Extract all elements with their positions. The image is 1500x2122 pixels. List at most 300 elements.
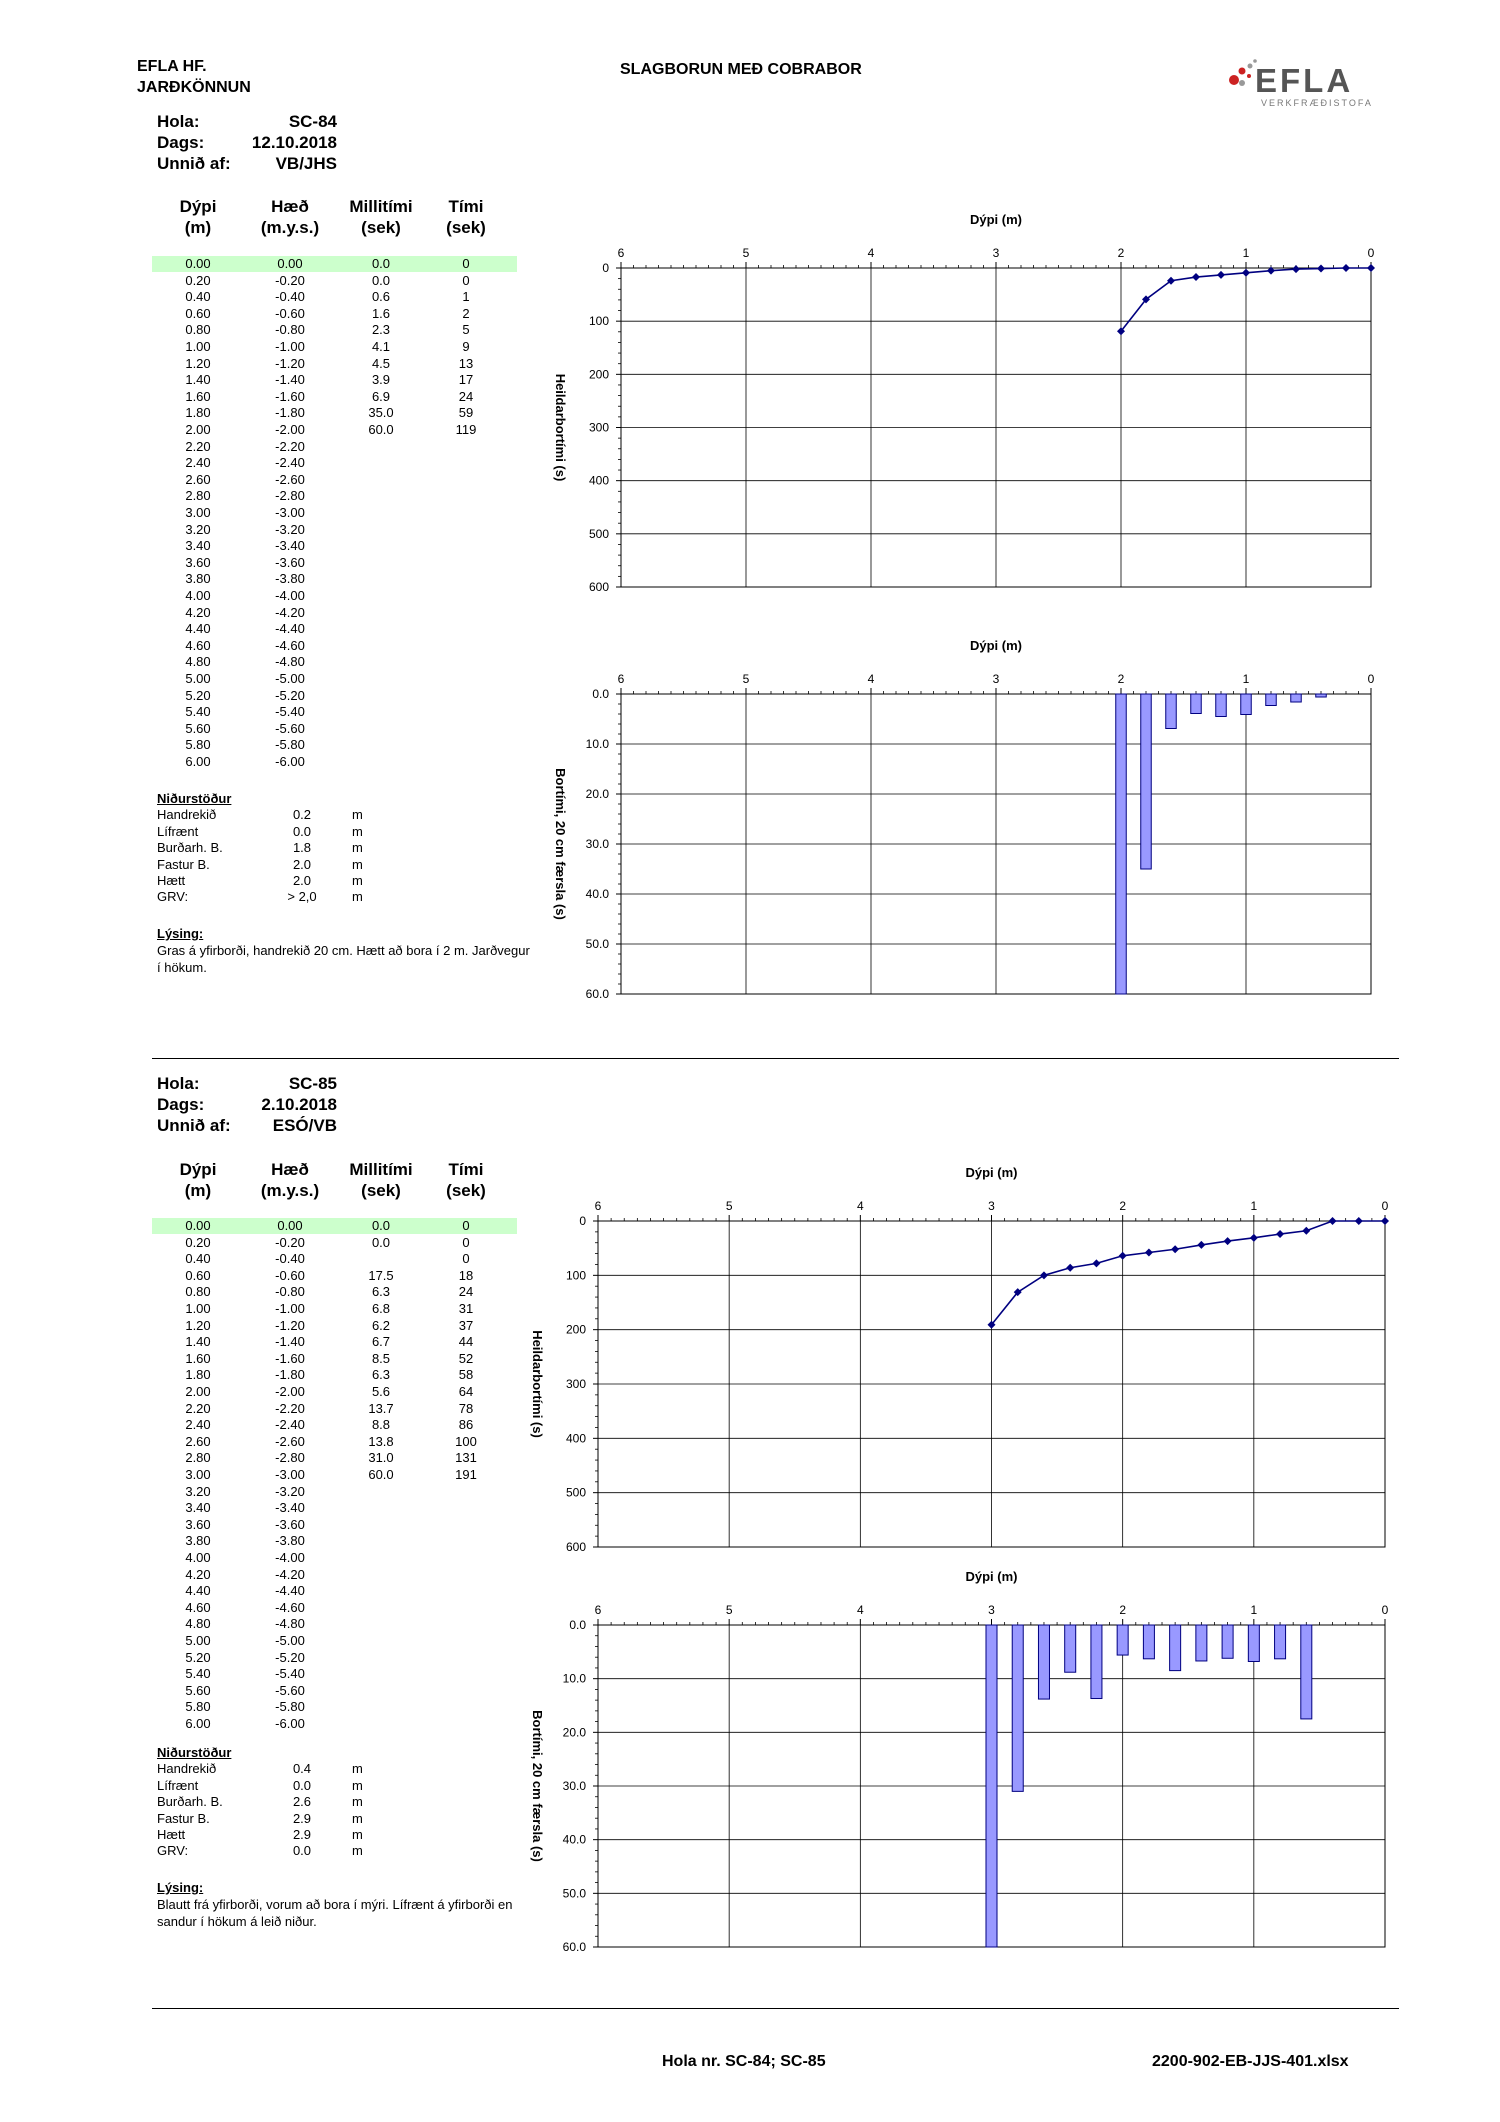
height-cell: -4.00 <box>275 1550 305 1565</box>
data-point <box>1355 1217 1363 1225</box>
depth-cell: 1.40 <box>185 372 211 388</box>
bar <box>1166 694 1177 729</box>
total-time-chart-1 <box>520 200 1400 600</box>
height-cell: -5.80 <box>275 737 305 753</box>
height-cell: -3.60 <box>275 1516 305 1532</box>
y-tick-label: 400 <box>588 473 609 488</box>
time-cell: 37 <box>458 1317 474 1333</box>
height-cell: -2.20 <box>275 1400 305 1416</box>
result-unit: m <box>352 872 363 888</box>
time-cell: 86 <box>458 1417 474 1433</box>
result-name: Lífrænt <box>157 823 199 839</box>
results-1 <box>157 791 397 906</box>
time-cell: 0 <box>462 1218 470 1233</box>
time-cell: 52 <box>458 1350 474 1366</box>
result-unit: m <box>352 807 363 823</box>
date-value: 12.10.2018 <box>251 133 337 152</box>
bar <box>1038 1625 1049 1699</box>
y-tick-label: 400 <box>565 1431 586 1446</box>
result-row <box>157 1794 397 1810</box>
height-cell: -0.20 <box>275 1234 305 1250</box>
x-tick-label: 1 <box>1242 672 1250 686</box>
time-cell: 100 <box>455 1433 477 1449</box>
height-cell: -1.20 <box>275 1317 305 1333</box>
company-header <box>137 56 251 98</box>
result-unit: m <box>352 1761 363 1777</box>
x-tick-label: 1 <box>1250 1199 1258 1213</box>
y-tick-label: 30.0 <box>585 837 609 851</box>
interval-cell: 8.8 <box>371 1417 391 1433</box>
depth-cell: 3.60 <box>185 554 211 570</box>
result-row <box>157 1811 397 1827</box>
footer-file: 2200-902-EB-JJS-401.xlsx <box>1152 2053 1349 2070</box>
height-cell: -2.80 <box>275 1450 305 1466</box>
height-cell: -6.00 <box>275 754 305 769</box>
y-axis-title: Bortími, 20 cm færsla (s) <box>530 1710 545 1862</box>
height-cell: -1.00 <box>275 1301 305 1316</box>
y-tick-label: 100 <box>565 1268 586 1283</box>
bar <box>1241 694 1252 715</box>
result-unit: m <box>352 1826 363 1842</box>
depth-cell: 2.60 <box>185 1433 211 1449</box>
time-cell: 31 <box>458 1301 474 1316</box>
depth-cell: 2.20 <box>185 438 211 454</box>
interval-cell: 17.5 <box>368 1267 394 1283</box>
result-value: 0.0 <box>292 1777 312 1793</box>
interval-cell: 0.0 <box>371 1234 391 1250</box>
bar <box>1316 694 1327 697</box>
y-tick-label: 200 <box>565 1322 586 1337</box>
height-cell: 0.00 <box>277 1218 303 1233</box>
result-name: Handrekið <box>157 1761 217 1777</box>
depth-cell: 0.60 <box>185 1267 211 1283</box>
x-tick-label: 5 <box>742 246 750 260</box>
result-row <box>157 857 397 873</box>
x-tick-label: 2 <box>1117 246 1125 260</box>
y-tick-label: 100 <box>588 314 609 329</box>
hole-value: SC-85 <box>288 1074 337 1093</box>
depth-cell: 4.20 <box>185 1566 211 1582</box>
result-row <box>157 840 397 856</box>
result-unit: m <box>352 1843 363 1859</box>
interval-cell: 35.0 <box>368 405 394 421</box>
results-title: Niðurstöður <box>157 1745 232 1760</box>
department-name: JARÐKÖNNUN <box>137 79 251 96</box>
time-cell: 78 <box>458 1400 474 1416</box>
section-divider <box>152 1058 1399 1059</box>
interval-cell: 6.8 <box>371 1301 391 1316</box>
x-tick-label: 6 <box>594 1603 602 1617</box>
footer-divider <box>152 2008 1399 2009</box>
data-point <box>1342 264 1350 272</box>
depth-cell: 4.00 <box>185 588 211 603</box>
depth-cell: 1.60 <box>185 388 211 404</box>
y-tick-label: 50.0 <box>585 937 609 951</box>
height-cell: -2.00 <box>275 422 305 437</box>
x-tick-label: 0 <box>1381 1199 1389 1213</box>
result-row <box>157 1843 397 1859</box>
depth-cell: 1.20 <box>185 1317 211 1333</box>
result-value: 0.4 <box>292 1761 312 1777</box>
bar <box>1275 1625 1286 1659</box>
height-cell: -5.20 <box>275 687 305 703</box>
height-cell: -2.00 <box>275 1384 305 1399</box>
interval-cell: 6.2 <box>371 1317 391 1333</box>
y-tick-label: 300 <box>565 1377 586 1391</box>
interval-cell: 8.5 <box>371 1350 391 1366</box>
depth-cell: 0.40 <box>185 289 211 305</box>
time-cell: 18 <box>458 1267 474 1283</box>
height-cell: -0.80 <box>275 1284 305 1300</box>
result-row <box>157 1761 397 1777</box>
height-cell: -2.60 <box>275 1433 305 1449</box>
y-tick-label: 0.0 <box>569 1618 586 1632</box>
x-tick-label: 4 <box>856 1603 864 1617</box>
depth-cell: 1.60 <box>185 1350 211 1366</box>
height-cell: -1.40 <box>275 372 305 388</box>
result-value: 2.0 <box>292 872 312 888</box>
depth-cell: 4.40 <box>185 621 211 637</box>
interval-cell: 0.0 <box>371 272 391 288</box>
height-cell: -5.60 <box>275 720 305 736</box>
data-point <box>1317 265 1325 273</box>
interval-cell: 2.3 <box>371 322 391 338</box>
result-value: 2.0 <box>292 856 312 872</box>
data-point <box>1329 1217 1337 1225</box>
x-tick-label: 3 <box>992 246 1000 260</box>
height-cell: -0.40 <box>275 289 305 305</box>
series-line <box>992 1221 1386 1325</box>
time-cell: 0 <box>462 272 470 288</box>
height-cell: -2.80 <box>275 488 305 504</box>
height-cell: -4.40 <box>275 621 305 637</box>
bar <box>1141 694 1152 869</box>
height-cell: -0.60 <box>275 1267 305 1283</box>
x-tick-label: 6 <box>617 246 625 260</box>
height-cell: -4.40 <box>275 1583 305 1599</box>
y-tick-label: 20.0 <box>585 787 609 801</box>
y-tick-label: 30.0 <box>562 1779 586 1793</box>
interval-cell: 6.3 <box>371 1367 391 1383</box>
bar <box>1291 694 1302 702</box>
height-cell: -4.80 <box>275 654 305 670</box>
y-tick-label: 60.0 <box>585 987 609 1000</box>
y-axis-title: Heildarbortími (s) <box>530 1330 545 1438</box>
bar <box>1266 694 1277 706</box>
y-tick-label: 500 <box>588 526 609 541</box>
height-cell: -3.00 <box>275 505 305 520</box>
y-tick-label: 200 <box>588 367 609 382</box>
result-name: Hætt <box>157 1826 186 1842</box>
time-cell: 13 <box>458 355 474 371</box>
time-cell: 131 <box>455 1450 477 1466</box>
height-cell: -1.60 <box>275 1350 305 1366</box>
interval-cell: 6.7 <box>371 1334 391 1350</box>
efla-logo <box>1225 56 1385 116</box>
bar <box>1143 1625 1154 1659</box>
height-cell: -3.80 <box>275 571 305 587</box>
depth-cell: 3.80 <box>185 1533 211 1549</box>
interval-cell: 3.9 <box>371 372 391 388</box>
time-cell: 44 <box>458 1334 474 1350</box>
height-cell: -4.20 <box>275 1566 305 1582</box>
height-cell: -1.60 <box>275 388 305 404</box>
x-tick-label: 0 <box>1381 1603 1389 1617</box>
result-value: 1.8 <box>292 840 312 856</box>
description-title: Lýsing: <box>157 1880 204 1895</box>
depth-cell: 0.60 <box>185 305 211 321</box>
depth-cell: 2.00 <box>185 1384 211 1399</box>
x-tick-label: 1 <box>1250 1603 1258 1617</box>
depth-cell: 4.60 <box>185 637 211 653</box>
result-unit: m <box>352 840 363 856</box>
x-tick-label: 0 <box>1367 246 1375 260</box>
bar <box>1012 1625 1023 1791</box>
depth-cell: 5.20 <box>185 687 211 703</box>
interval-cell: 0.0 <box>371 1218 391 1233</box>
data-point <box>1381 1217 1389 1225</box>
x-tick-label: 2 <box>1119 1603 1127 1617</box>
x-tick-label: 1 <box>1242 246 1250 260</box>
y-tick-label: 600 <box>565 1540 586 1554</box>
time-cell: 17 <box>458 372 474 388</box>
result-name: Fastur B. <box>157 856 210 872</box>
interval-cell: 60.0 <box>368 422 394 437</box>
by-value: VB/JHS <box>275 154 337 173</box>
data-point <box>1367 264 1375 272</box>
height-cell: -3.80 <box>275 1533 305 1549</box>
bar-time-chart-1 <box>520 625 1400 1000</box>
time-cell: 5 <box>462 322 470 338</box>
data-point <box>1276 1230 1284 1238</box>
x-tick-label: 2 <box>1119 1199 1127 1213</box>
depth-cell: 6.00 <box>185 1716 211 1731</box>
col-interval: Millitími (sek) <box>349 197 413 237</box>
borehole-meta-1 <box>157 111 337 175</box>
data-point <box>1302 1227 1310 1235</box>
time-cell: 0 <box>462 1234 470 1250</box>
x-tick-label: 6 <box>594 1199 602 1213</box>
results-title: Niðurstöður <box>157 791 232 806</box>
time-cell: 58 <box>458 1367 474 1383</box>
height-cell: -5.40 <box>275 704 305 720</box>
y-tick-label: 60.0 <box>562 1940 586 1954</box>
depth-cell: 2.60 <box>185 471 211 487</box>
interval-cell: 6.3 <box>371 1284 391 1300</box>
depth-cell: 4.60 <box>185 1599 211 1615</box>
interval-cell: 13.8 <box>368 1433 394 1449</box>
time-cell: 1 <box>462 289 470 305</box>
x-tick-label: 6 <box>617 672 625 686</box>
depth-cell: 0.00 <box>185 256 211 271</box>
height-cell: -2.40 <box>275 455 305 471</box>
depth-cell: 1.40 <box>185 1334 211 1350</box>
time-cell: 9 <box>462 339 470 354</box>
height-cell: -6.00 <box>275 1716 305 1731</box>
result-row <box>157 824 397 840</box>
depth-cell: 2.80 <box>185 488 211 504</box>
result-name: Handrekið <box>157 807 217 823</box>
depth-cell: 4.80 <box>185 654 211 670</box>
height-cell: -5.20 <box>275 1649 305 1665</box>
y-tick-label: 10.0 <box>562 1671 586 1686</box>
height-cell: -0.20 <box>275 272 305 288</box>
description-1 <box>157 925 537 976</box>
height-cell: -1.80 <box>275 1367 305 1383</box>
result-row <box>157 1778 397 1794</box>
height-cell: -3.60 <box>275 554 305 570</box>
bar <box>1301 1625 1312 1719</box>
height-cell: -0.80 <box>275 322 305 338</box>
x-tick-label: 0 <box>1367 672 1375 686</box>
height-cell: -0.40 <box>275 1251 305 1267</box>
height-cell: -2.40 <box>275 1417 305 1433</box>
bar <box>1170 1625 1181 1671</box>
y-tick-label: 0 <box>579 1214 586 1228</box>
depth-cell: 2.00 <box>185 422 211 437</box>
y-tick-label: 500 <box>565 1485 586 1500</box>
depth-cell: 5.20 <box>185 1649 211 1665</box>
y-tick-label: 300 <box>588 420 609 435</box>
height-cell: -5.40 <box>275 1666 305 1682</box>
bar <box>1196 1625 1207 1661</box>
result-unit: m <box>352 823 363 839</box>
time-cell: 2 <box>462 305 470 321</box>
borehole-meta-2 <box>157 1073 337 1137</box>
depth-cell: 4.20 <box>185 604 211 620</box>
depth-cell: 5.60 <box>185 720 211 736</box>
height-cell: -0.60 <box>275 305 305 321</box>
height-cell: -4.60 <box>275 637 305 653</box>
depth-cell: 5.00 <box>185 671 211 686</box>
bar <box>986 1625 997 1947</box>
date-value: 2.10.2018 <box>261 1095 337 1114</box>
depth-cell: 4.80 <box>185 1616 211 1632</box>
height-cell: -3.00 <box>275 1467 305 1482</box>
bar <box>1116 694 1127 994</box>
result-name: Burðarh. B. <box>157 840 223 856</box>
x-axis-title: Dýpi (m) <box>965 1569 1018 1584</box>
col-height: Hæð (m.y.s.) <box>260 197 320 237</box>
bar <box>1065 1625 1076 1672</box>
height-cell: -2.60 <box>275 471 305 487</box>
description-text: Blautt frá yfirborði, vorum að bora í mýri. Lífrænt á yfirborði en sandur í hökum á leið niður. <box>157 1897 513 1929</box>
col-height: Hæð (m.y.s.) <box>260 1160 320 1200</box>
depth-cell: 4.00 <box>185 1550 211 1565</box>
result-name: Hætt <box>157 872 186 888</box>
x-tick-label: 5 <box>725 1603 733 1617</box>
depth-cell: 0.80 <box>185 1284 211 1300</box>
height-cell: -3.40 <box>275 538 305 554</box>
result-value: 2.9 <box>292 1810 312 1826</box>
logo-subtext: VERKFRÆÐISTOFA <box>1261 98 1373 108</box>
result-row <box>157 807 397 823</box>
depth-cell: 2.80 <box>185 1450 211 1466</box>
data-point <box>1171 1245 1179 1253</box>
result-name: Lífrænt <box>157 1777 199 1793</box>
interval-cell: 60.0 <box>368 1467 394 1482</box>
time-cell: 64 <box>458 1384 474 1399</box>
x-axis-title: Dýpi (m) <box>965 1165 1018 1180</box>
height-cell: -5.00 <box>275 1633 305 1648</box>
result-name: Fastur B. <box>157 1810 210 1826</box>
hole-label: Hola: <box>157 112 200 131</box>
result-unit: m <box>352 1777 363 1793</box>
result-value: 2.6 <box>292 1794 312 1810</box>
data-point <box>1242 269 1250 277</box>
results-2 <box>157 1745 397 1860</box>
time-cell: 59 <box>458 405 474 421</box>
x-tick-label: 4 <box>867 672 875 686</box>
depth-cell: 5.80 <box>185 737 211 753</box>
bar <box>1222 1625 1233 1658</box>
depth-cell: 3.60 <box>185 1516 211 1532</box>
interval-cell: 1.6 <box>371 305 391 321</box>
data-point <box>1145 1249 1153 1257</box>
x-axis-title: Dýpi (m) <box>970 638 1022 653</box>
hole-value: SC-84 <box>288 112 337 131</box>
data-point <box>1292 265 1300 273</box>
interval-cell: 4.1 <box>371 339 391 354</box>
depth-cell: 5.80 <box>185 1699 211 1715</box>
result-row <box>157 1827 397 1843</box>
x-tick-label: 4 <box>856 1199 864 1213</box>
depth-cell: 1.80 <box>185 1367 211 1383</box>
data-point <box>1092 1259 1100 1267</box>
data-point <box>1197 1241 1205 1249</box>
date-label: Dags: <box>157 1095 205 1114</box>
result-value: > 2,0 <box>287 889 317 905</box>
data-point <box>1217 271 1225 279</box>
description-2 <box>157 1879 537 1930</box>
depth-cell: 6.00 <box>185 754 211 769</box>
bar <box>1248 1625 1259 1661</box>
col-time: Tími (sek) <box>446 1160 486 1200</box>
depth-cell: 1.00 <box>185 339 211 354</box>
depth-cell: 3.40 <box>185 1500 211 1516</box>
y-tick-label: 40.0 <box>562 1832 586 1847</box>
height-cell: -1.40 <box>275 1334 305 1350</box>
height-cell: -3.20 <box>275 1483 305 1499</box>
time-cell: 0 <box>462 256 470 271</box>
col-depth: Dýpi (m) <box>179 197 217 237</box>
y-tick-label: 50.0 <box>562 1886 586 1901</box>
bar <box>1117 1625 1128 1655</box>
x-tick-label: 3 <box>988 1603 995 1617</box>
height-cell: -2.20 <box>275 438 305 454</box>
date-label: Dags: <box>157 133 205 152</box>
data-point <box>1066 1264 1074 1272</box>
height-cell: -4.80 <box>275 1616 305 1632</box>
col-depth: Dýpi (m) <box>179 1160 217 1200</box>
height-cell: -1.80 <box>275 405 305 421</box>
by-label: Unnið af: <box>157 1116 231 1135</box>
depth-cell: 0.20 <box>185 272 211 288</box>
time-cell: 24 <box>458 388 474 404</box>
y-tick-label: 40.0 <box>585 887 609 901</box>
time-cell: 119 <box>455 422 477 437</box>
description-text: Gras á yfirborði, handrekið 20 cm. Hætt að bora í 2 m. Jarðvegur í hökum. <box>157 943 530 975</box>
bar <box>1091 1625 1102 1699</box>
y-tick-label: 0 <box>602 261 609 275</box>
x-tick-label: 3 <box>992 672 1000 686</box>
y-axis-title: Bortími, 20 cm færsla (s) <box>553 768 568 920</box>
y-tick-label: 10.0 <box>585 737 609 751</box>
depth-cell: 3.20 <box>185 521 211 537</box>
bar <box>1216 694 1227 717</box>
data-point <box>1119 1252 1127 1260</box>
x-tick-label: 5 <box>742 672 750 686</box>
